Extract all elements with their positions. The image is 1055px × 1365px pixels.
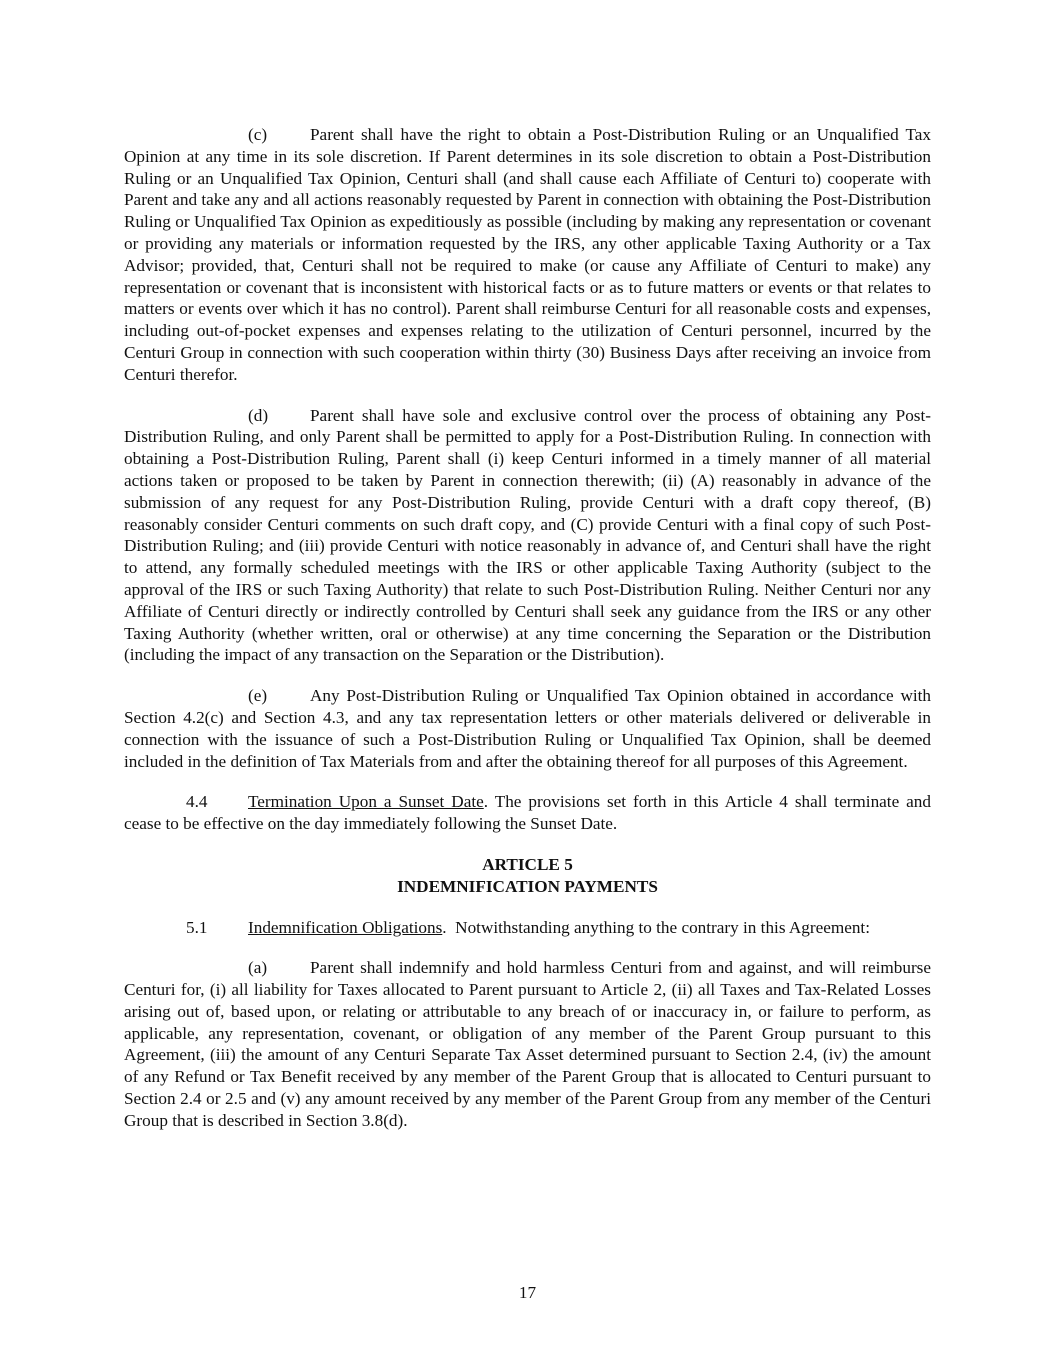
paragraph-c [124, 124, 931, 386]
document-page [124, 124, 931, 1151]
section-number: 5.1 [186, 917, 208, 937]
paragraph-text: Parent shall have the right to obtain a Post-Distribution Ruling or an Unqualified Tax Opinion at any time in its sole discretion. If Parent determines in its sole discretion to obtain a Post-Distribution Ruling or an Unqualified Tax Opinion, Centuri shall (and shall cause each Affiliate of Centuri to) cooperate with Parent and take any and all actions reasonably requested by Parent in connection with obtaining the Post-Distribution Ruling or Unqualified Tax Opinion as expeditiously as possible (including by making any representation or covenant or providing any materials or information requested by the IRS, any other applicable Taxing Authority or a Tax Advisor; provided, that, Centuri shall not be required to make (or cause any Affiliate of Centuri to make) any representation or covenant that is inconsistent with historical facts or as to future matters or events or that relates to matters or events over which it has no control). Parent shall reimburse Centuri for all reasonable costs and expenses, including out-of-pocket expenses and expenses relating to the utilization of Centuri personnel, incurred by the Centuri Group in connection with such cooperation within thirty (30) Business Days after receiving an invoice from Centuri therefor. [124, 125, 931, 384]
paragraph-text: Any Post-Distribution Ruling or Unqualified Tax Opinion obtained in accordance with Section 4.2(c) and Section 4.3, and any tax representation letters or other materials delivered or deliverable in connection with the issuance of such a Post-Distribution Ruling or Unqualified Tax Opinion, shall be deemed included in the definition of Tax Materials from and after the obtaining thereof for all purposes of this Agreement. [124, 686, 931, 771]
paragraph-label: (a) [248, 958, 268, 978]
paragraph-d [124, 405, 931, 667]
paragraph-label: (e) [248, 686, 268, 706]
paragraph-e [124, 685, 931, 772]
paragraph-text: Parent shall have sole and exclusive control over the process of obtaining any Post-Distribution Ruling, and only Parent shall be permitted to apply for a Post-Distribution Ruling. In connection with obtaining a Post-Distribution Ruling, Parent shall (i) keep Centuri informed in a timely manner of all material actions taken or proposed to be taken by Parent in connection therewith; (ii) (A) reasonably in advance of the submission of any request for any Post-Distribution Ruling, provide Centuri with a draft copy thereof, (B) reasonably consider Centuri comments on such draft copy, and (C) provide Centuri with a final copy of such Post-Distribution Ruling; and (iii) provide Centuri with notice reasonably in advance of, and Centuri shall have the right to attend, any formally scheduled meetings with the IRS or other applicable Taxing Authority (subject to the approval of the IRS or such Taxing Authority) that relate to such Post-Distribution Ruling. Neither Centuri nor any Affiliate of Centuri directly or indirectly controlled by Centuri shall seek any guidance from the IRS or any other Taxing Authority (whether written, oral or otherwise) at any time concerning the Separation or the Distribution (including the impact of any transaction on the Separation or the Distribution). [124, 405, 931, 665]
paragraph-text: Parent shall indemnify and hold harmless Centuri from and against, and will reimburse Centuri for, (i) all liability for Taxes allocated to Parent pursuant to Article 2, (ii) all Taxes and Tax-Related Losses arising out of, based upon, or relating or attributable to any breach of or inaccuracy in, or failure to perform, as applicable, any representation, covenant, or obligation of any member of the Parent Group pursuant to this Agreement, (iii) the amount of any Centuri Separate Tax Asset determined pursuant to Section 2.4, (iv) the amount of any Refund or Tax Benefit received by any member of the Parent Group that is allocated to Centuri pursuant to Section 2.4 or 2.5 and (v) any amount received by any member of the Parent Group from any member of the Centuri Group that is described in Section 3.8(d). [124, 958, 931, 1130]
article-number: ARTICLE 5 [482, 854, 573, 874]
section-text: . Notwithstanding anything to the contrary in this Agreement: [442, 917, 870, 937]
section-5-1 [124, 917, 931, 939]
section-text: . The provisions set forth in this Article 4 shall terminate and cease to be effective on the day immediately following the Sunset Date. [124, 792, 931, 834]
paragraph-a [124, 957, 931, 1131]
section-title: Termination Upon a Sunset Date [248, 792, 484, 812]
section-number: 4.4 [186, 792, 208, 812]
section-4-4 [124, 791, 931, 835]
section-title: Indemnification Obligations [248, 917, 443, 937]
page-number: 17 [518, 1283, 537, 1302]
paragraph-label: (d) [248, 405, 269, 425]
article-title: INDEMNIFICATION PAYMENTS [397, 876, 658, 896]
article-heading [124, 854, 931, 898]
paragraph-label: (c) [248, 125, 268, 144]
